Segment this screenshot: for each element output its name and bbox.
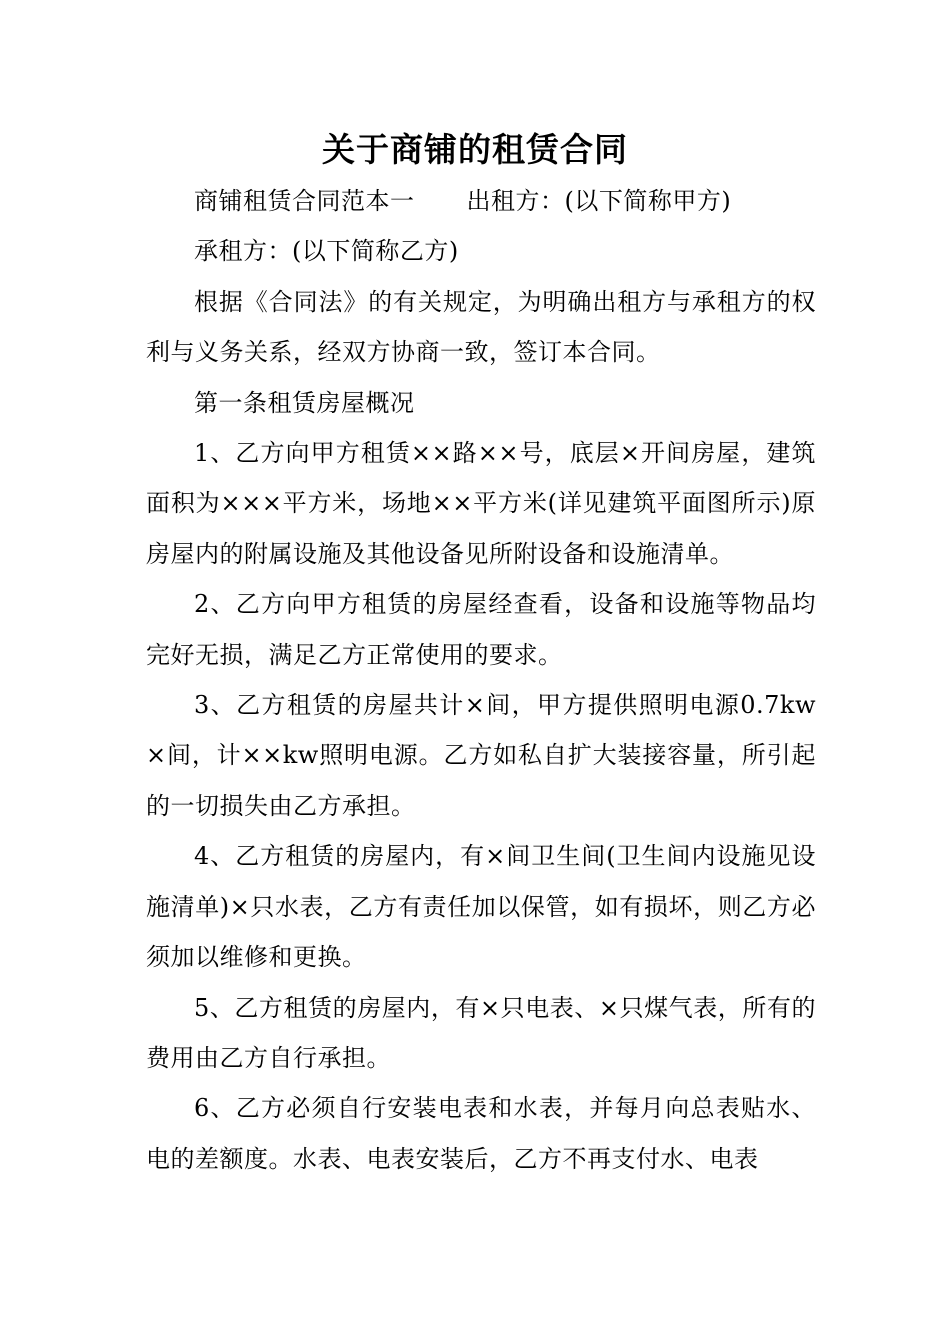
intro-paragraph: 根据《合同法》的有关规定，为明确出租方与承租方的权利与义务关系，经双方协商一致，签订本合同。 [146, 287, 816, 367]
article-1-item-1: 1、乙方向甲方租赁××路××号，底层×开间房屋，建筑面积为×××平方米，场地××平方米(详见建筑平面图所示)原房屋内的附属设施及其他设备见所附设备和设施清单。 [146, 439, 816, 568]
article-1-item-2: 2、乙方向甲方租赁的房屋经查看，设备和设施等物品均完好无损，满足乙方正常使用的要求。 [146, 590, 816, 669]
document-title: 关于商铺的租赁合同 [322, 130, 628, 169]
document-body [146, 176, 816, 1184]
article-1-item-6: 6、乙方必须自行安装电表和水表，并每月向总表贴水、电的差额度。水表、电表安装后，乙方不再支付水、电表 [146, 1094, 816, 1173]
sample-label: 商铺租赁合同范本一 [194, 187, 415, 215]
lessor-label: 出租方：(以下简称甲方) [466, 187, 732, 215]
lessee-label: 承租方：(以下简称乙方) [194, 237, 459, 266]
article-1-item-3: 3、乙方租赁的房屋共计×间，甲方提供照明电源0.7kw×间，计××kw照明电源。乙方如私自扩大装接容量，所引起的一切损失由乙方承担。 [146, 691, 816, 820]
article-1-item-5: 5、乙方租赁的房屋内，有×只电表、×只煤气表，所有的费用由乙方自行承担。 [146, 993, 816, 1072]
header-line [146, 176, 816, 226]
article-1-item-4: 4、乙方租赁的房屋内，有×间卫生间(卫生间内设施见设施清单)×只水表，乙方有责任加以保管，如有损坏，则乙方必须加以维修和更换。 [146, 842, 816, 972]
article-1-heading: 第一条租赁房屋概况 [194, 388, 415, 417]
